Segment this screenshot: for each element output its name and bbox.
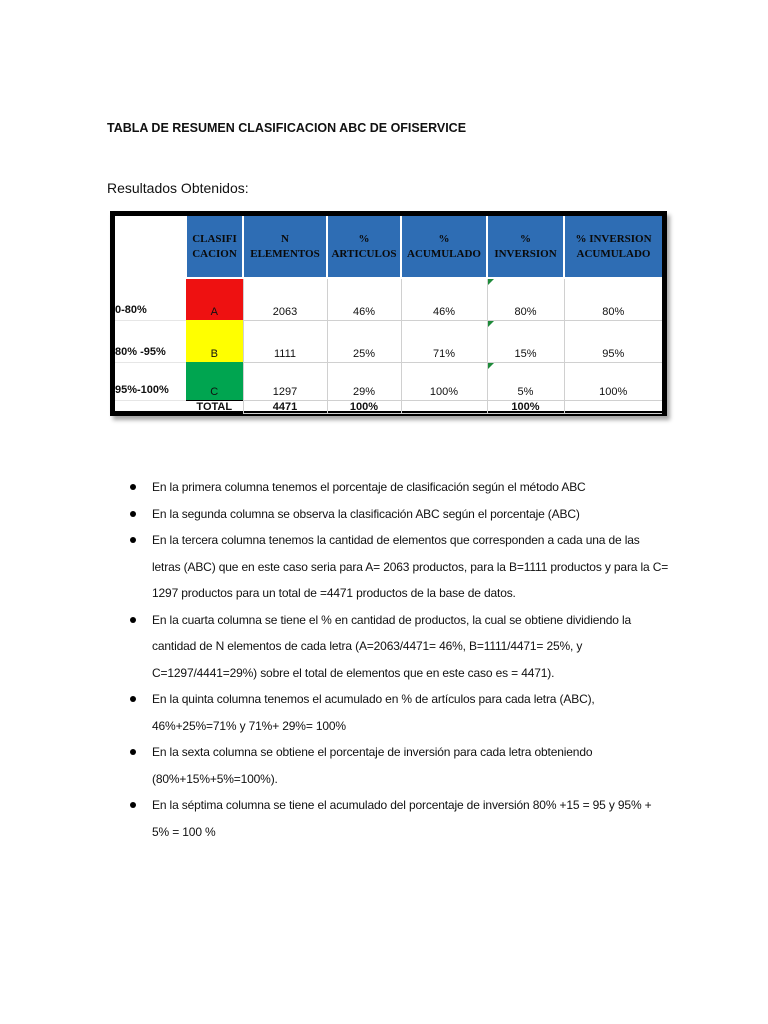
inversion-acumulado-cell: 100% — [564, 362, 662, 400]
bullet-icon — [130, 537, 136, 543]
table-header-row — [115, 216, 662, 278]
explanation-bullet-list — [130, 474, 670, 845]
row-range-label: 95%-100% — [115, 362, 186, 400]
header-clasificacion: CLASIFI CACION — [186, 216, 243, 278]
total-articulos: 100% — [327, 400, 401, 413]
table-row — [115, 320, 662, 362]
comment-marker-icon — [488, 279, 494, 285]
list-item: En la sexta columna se obtiene el porcentaje de inversión para cada letra obteniendo (80%+15%+5%=100%). — [130, 739, 670, 792]
bullet-icon — [130, 749, 136, 755]
bullet-icon — [130, 802, 136, 808]
inversion-acumulado-cell: 95% — [564, 320, 662, 362]
document-title: TABLA DE RESUMEN CLASIFICACION ABC DE OFISERVICE — [107, 121, 467, 135]
total-label: TOTAL — [186, 400, 243, 413]
list-item: En la primera columna tenemos el porcentaje de clasificación según el método ABC — [130, 474, 670, 501]
elements-cell: 1111 — [243, 320, 327, 362]
articulos-cell: 46% — [327, 278, 401, 320]
list-item: En la segunda columna se observa la clasificación ABC según el porcentaje (ABC) — [130, 501, 670, 528]
inversion-acumulado-cell: 80% — [564, 278, 662, 320]
table-row — [115, 278, 662, 320]
abc-summary-table-frame — [110, 211, 667, 416]
results-label: Resultados Obtenidos: — [107, 180, 249, 196]
row-range-label: 80% -95% — [115, 320, 186, 362]
total-inversion-acumulado-blank — [564, 400, 662, 413]
total-inversion: 100% — [487, 400, 564, 413]
abc-summary-table-container — [115, 216, 662, 411]
bullet-icon — [130, 696, 136, 702]
class-cell-a: A — [186, 278, 243, 320]
comment-marker-icon — [488, 321, 494, 327]
articulos-cell: 25% — [327, 320, 401, 362]
acumulado-cell: 46% — [401, 278, 487, 320]
header-inversion: % INVERSION — [487, 216, 564, 278]
list-item: En la cuarta columna se tiene el % en cantidad de productos, la cual se obtiene dividiendo la cantidad de N elementos de cada letra (A=2063/4471= 46%, B=1111/4471= 25%, y C=1297/4441=29%) sobre el total de elementos que en este caso es = 4471). — [130, 607, 670, 687]
class-cell-b: B — [186, 320, 243, 362]
elements-cell: 1297 — [243, 362, 327, 400]
comment-marker-icon — [488, 363, 494, 369]
bullet-icon — [130, 484, 136, 490]
total-blank-cell — [115, 400, 186, 413]
header-acumulado: % ACUMULADO — [401, 216, 487, 278]
row-range-label: 0-80% — [115, 278, 186, 320]
total-acumulado-blank — [401, 400, 487, 413]
list-item: En la séptima columna se tiene el acumulado del porcentaje de inversión 80% +15 = 95 y 95% + 5% = 100 % — [130, 792, 670, 845]
inversion-cell: 15% — [487, 320, 564, 362]
inversion-cell: 5% — [487, 362, 564, 400]
header-articulos: % ARTICULOS — [327, 216, 401, 278]
acumulado-cell: 71% — [401, 320, 487, 362]
list-item: En la tercera columna tenemos la cantidad de elementos que corresponden a cada una de las letras (ABC) que en este caso seria para A= 2063 productos, para la B=1111 productos y para la C= 1297 productos para un total de =4471 productos de la base de datos. — [130, 527, 670, 607]
header-n-elementos: N ELEMENTOS — [243, 216, 327, 278]
elements-cell: 2063 — [243, 278, 327, 320]
acumulado-cell: 100% — [401, 362, 487, 400]
table-total-row — [115, 400, 662, 413]
inversion-cell: 80% — [487, 278, 564, 320]
header-blank-cell — [115, 216, 186, 278]
table-row — [115, 362, 662, 400]
total-elements: 4471 — [243, 400, 327, 413]
header-inversion-acumulado: % INVERSION ACUMULADO — [564, 216, 662, 278]
class-cell-c: C — [186, 362, 243, 400]
list-item: En la quinta columna tenemos el acumulado en % de artículos para cada letra (ABC), 46%+25%=71% y 71%+ 29%= 100% — [130, 686, 670, 739]
bullet-icon — [130, 617, 136, 623]
bullet-icon — [130, 511, 136, 517]
articulos-cell: 29% — [327, 362, 401, 400]
abc-summary-table — [115, 216, 662, 414]
